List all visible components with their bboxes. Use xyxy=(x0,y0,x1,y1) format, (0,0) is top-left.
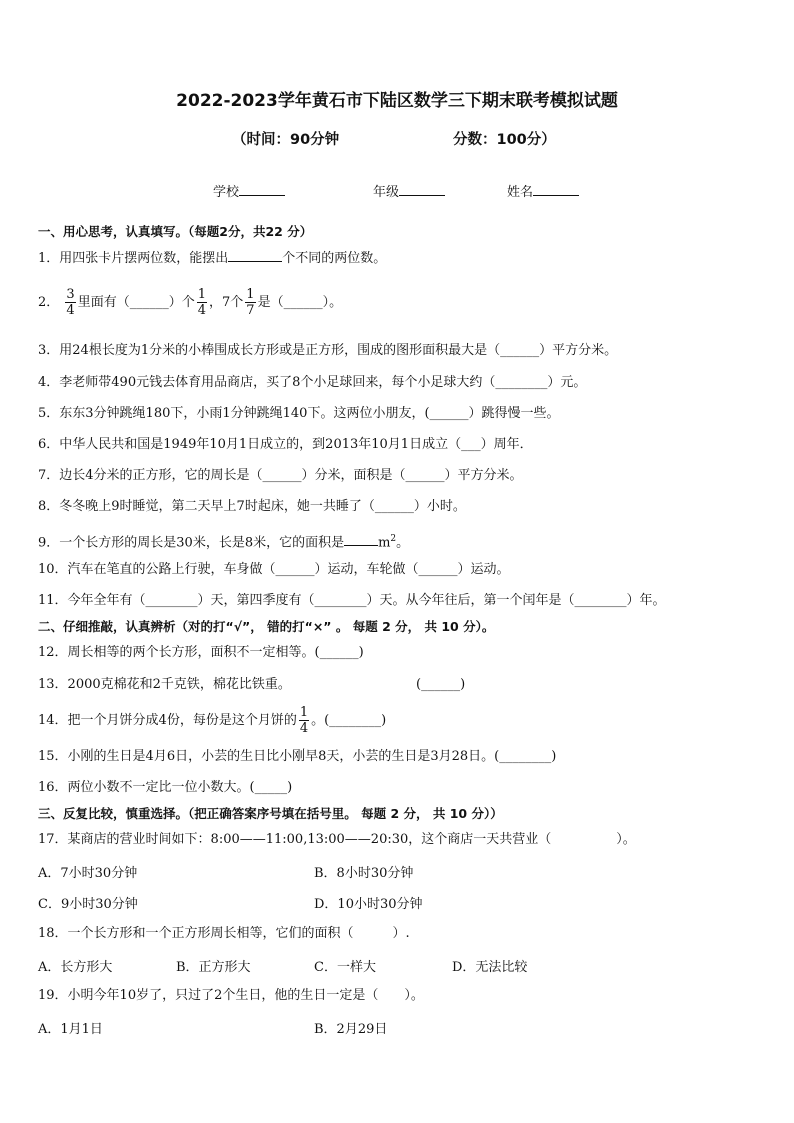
q2-fraction-3 xyxy=(245,287,255,318)
q9-text: 9．一个长方形的周长是30米，长是8米，它的面积是 xyxy=(38,535,345,551)
q13-answer-blank[interactable]: (______) xyxy=(416,677,466,692)
q19-option-a[interactable]: A．1月1日 xyxy=(38,1022,103,1037)
school-blank[interactable] xyxy=(239,182,285,196)
question-10: 10．汽车在笔直的公路上行驶，车身做（______）运动，车轮做（______）运动。 xyxy=(38,562,510,577)
question-15: 15．小刚的生日是4月6日，小芸的生日比小刚早8天，小芸的生日是3月28日。(________) xyxy=(38,749,557,764)
question-4: 4．李老师带490元钱去体育用品商店，买了8个小足球回来，每个小足球大约（________）元。 xyxy=(38,375,587,390)
q1-text-a: 1．用四张卡片摆两位数，能摆出 xyxy=(38,251,229,266)
exam-score: 分数：100分） xyxy=(453,132,556,148)
q14-numerator: 1 xyxy=(299,705,309,720)
question-3: 3．用24根长度为1分米的小棒围成长方形或是正方形，围成的图形面积最大是（______）平方分米。 xyxy=(38,343,618,358)
q2-f1-numerator: 3 xyxy=(66,287,75,302)
q9-end: 。 xyxy=(396,535,410,551)
q1-blank[interactable] xyxy=(228,249,282,262)
question-19: 19．小明今年10岁了，只过了2个生日，他的生日一定是（ ）。 xyxy=(38,988,424,1003)
name-blank[interactable] xyxy=(533,182,579,196)
q14-fraction xyxy=(299,705,309,736)
question-16: 16．两位小数不一定比一位小数大。(_____) xyxy=(38,780,293,795)
school-field[interactable] xyxy=(213,181,285,200)
question-17: 17．某商店的营业时间如下：8:00——11:00,13:00——20:30，这个商店一天共营业（ ）。 xyxy=(38,832,636,847)
grade-blank[interactable] xyxy=(399,182,445,196)
q2-text-a: 2． xyxy=(38,295,60,310)
q2-text-b: 里面有（______）个 xyxy=(77,295,195,310)
q2-f2-denominator: 4 xyxy=(197,303,206,318)
q9-unit: m xyxy=(378,535,391,551)
question-13 xyxy=(38,676,764,694)
question-8: 8．冬冬晚上9时睡觉，第二天早上7时起床，她一共睡了（______）小时。 xyxy=(38,499,466,514)
q17-option-d[interactable]: D．10小时30分钟 xyxy=(314,897,423,912)
question-11: 11．今年全年有（________）天，第四季度有（________）天。从今年往后，第一个闰年是（________）年。 xyxy=(38,593,666,608)
q2-text-c: ，7个 xyxy=(209,295,244,310)
grade-label: 年级 xyxy=(373,185,400,200)
section-1-heading: 一、用心思考，认真填写。（每题2分，共22 分） xyxy=(38,224,313,239)
question-7: 7．边长4分米的正方形，它的周长是（______）分米，面积是（______）平方分米。 xyxy=(38,468,523,483)
school-label: 学校 xyxy=(213,185,240,200)
q18-option-c[interactable]: C．一样大 xyxy=(314,960,376,975)
q2-f1-denominator: 4 xyxy=(66,303,75,318)
q9-blank[interactable] xyxy=(344,533,378,546)
question-6: 6．中华人民共和国是1949年10月1日成立的，到2013年10月1日成立（___）周年． xyxy=(38,437,533,452)
q17-option-c[interactable]: C．9小时30分钟 xyxy=(38,897,138,912)
grade-field[interactable] xyxy=(373,181,445,200)
q14-text-b: 。(________) xyxy=(311,713,387,728)
question-18: 18．一个长方形和一个正方形周长相等，它们的面积（ ）. xyxy=(38,926,410,941)
section-2-heading: 二、仔细推敲，认真辨析（对的打“√”， 错的打“×” 。 每题 2 分， 共 10 分）。 xyxy=(38,619,495,634)
q17-option-a[interactable]: A．7小时30分钟 xyxy=(38,866,138,881)
q13-text: 13．2000克棉花和2千克铁，棉花比铁重。 xyxy=(38,677,291,692)
question-2 xyxy=(38,286,764,320)
question-14 xyxy=(38,704,764,738)
q2-f3-numerator: 1 xyxy=(246,287,255,302)
q2-f3-denominator: 7 xyxy=(246,303,255,318)
question-9 xyxy=(38,530,764,552)
q14-text-a: 14．把一个月饼分成4份，每份是这个月饼的 xyxy=(38,713,297,728)
q18-option-b[interactable]: B．正方形大 xyxy=(176,960,251,975)
q2-f2-numerator: 1 xyxy=(197,287,206,302)
q2-fraction-1 xyxy=(65,287,75,318)
q19-option-b[interactable]: B．2月29日 xyxy=(314,1022,388,1037)
question-12: 12．周长相等的两个长方形，面积不一定相等。(______) xyxy=(38,645,364,660)
name-field[interactable] xyxy=(507,181,579,200)
section-3-heading: 三、反复比较，慎重选择。（把正确答案序号填在括号里。 每题 2 分， 共 10 分）） xyxy=(38,806,503,821)
question-1 xyxy=(38,249,764,268)
question-5: 5．东东3分钟跳绳180下，小雨1分钟跳绳140下。这两位小朋友，(______）跳得慢一些。 xyxy=(38,406,560,421)
exam-time: （时间：90分钟 xyxy=(232,132,340,148)
q18-option-a[interactable]: A．长方形大 xyxy=(38,960,113,975)
q2-text-d: 是（______）。 xyxy=(257,295,343,310)
q18-option-d[interactable]: D．无法比较 xyxy=(452,960,528,975)
q1-text-b: 个不同的两位数。 xyxy=(282,251,387,266)
page-title: 2022-2023学年黄石市下陆区数学三下期末联考模拟试题 xyxy=(176,91,618,111)
q2-fraction-2 xyxy=(197,287,207,318)
q14-denominator: 4 xyxy=(299,721,309,736)
name-label: 姓名 xyxy=(507,185,534,200)
q17-option-b[interactable]: B．8小时30分钟 xyxy=(314,866,414,881)
q9-unit-exponent: 2 xyxy=(390,534,397,544)
